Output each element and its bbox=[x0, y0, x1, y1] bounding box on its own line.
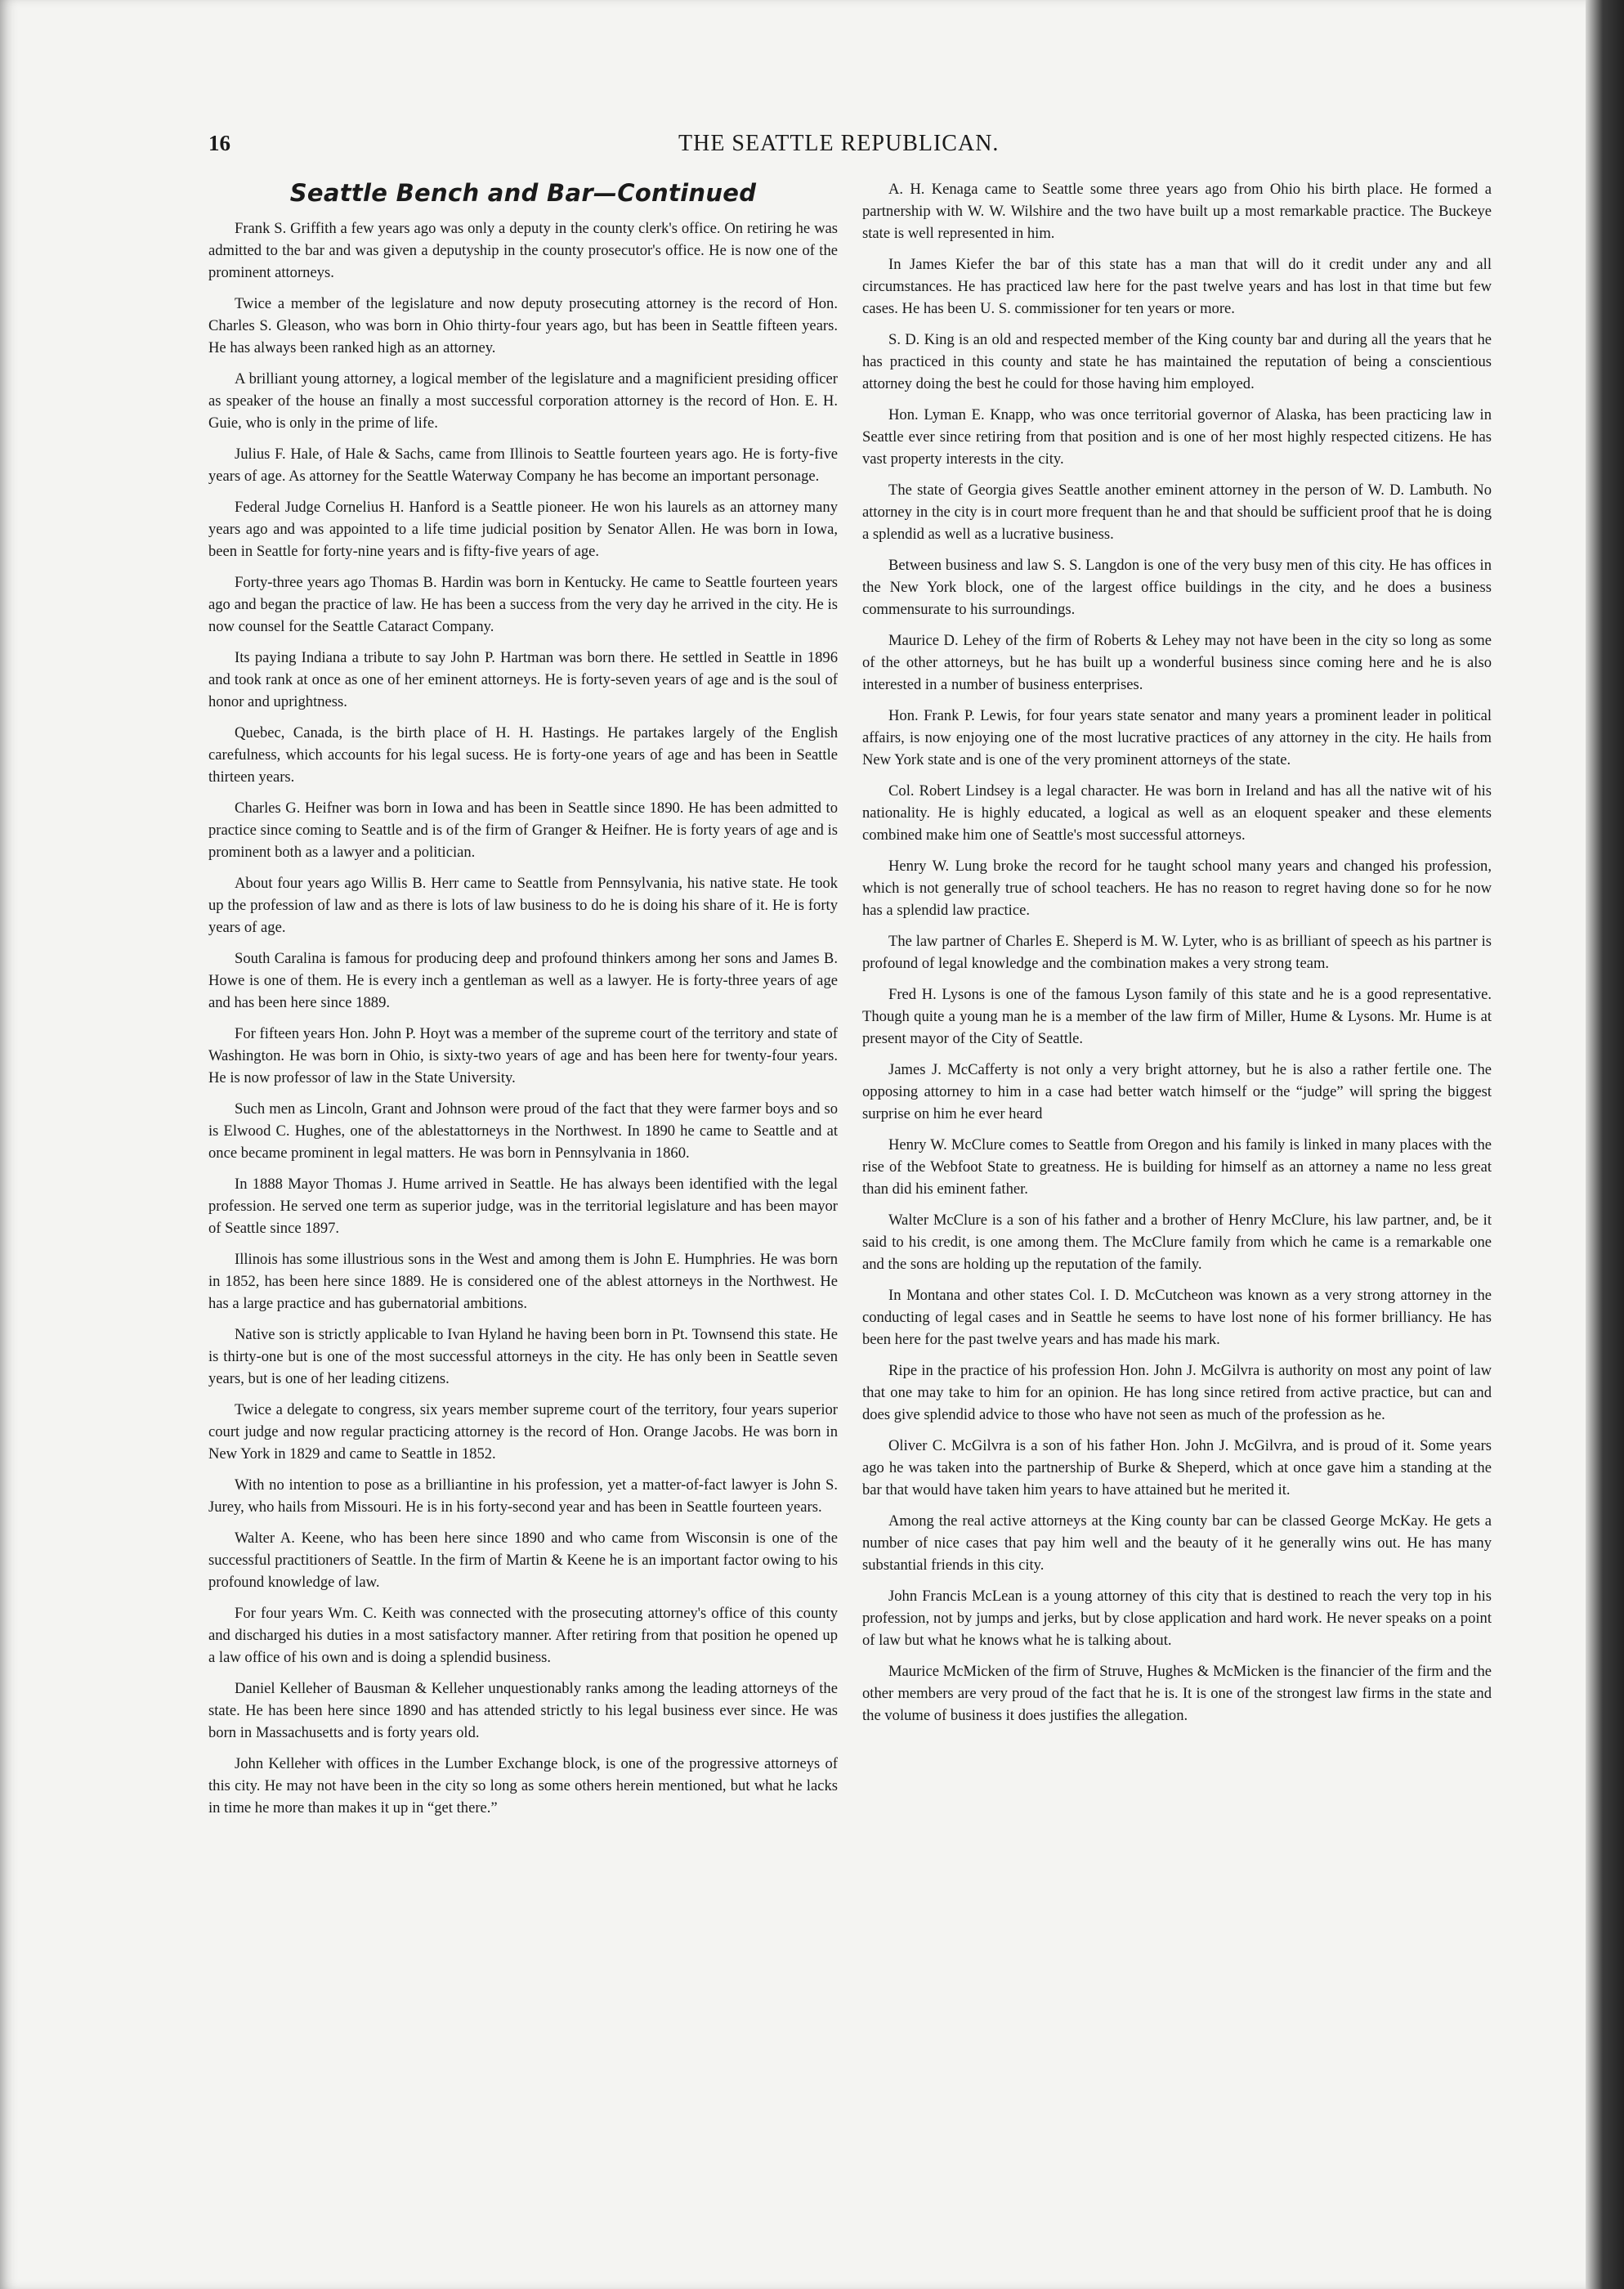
article-paragraph: Frank S. Griffith a few years ago was only a deputy in the county clerk's office. On retiring he was admitted to the bar and was given a deputyship in the county prosecutor's office. He is now one of the prominent attorneys. bbox=[208, 220, 838, 281]
page-number: 16 bbox=[208, 131, 230, 155]
book-edge bbox=[1586, 0, 1624, 2289]
article-paragraph: Henry W. McClure comes to Seattle from Oregon and his family is linked in many places with the rise of the Webfoot State to greatness. He is building for himself as an attorney a name no less great than did his eminent father. bbox=[862, 1136, 1492, 1198]
article-paragraph: S. D. King is an old and respected member of the King county bar and during all the years that he has practiced in this county and state he has maintained the reputation of being a conscientious attorney doing the best he could for those having him employed. bbox=[862, 331, 1492, 392]
article-paragraph: A. H. Kenaga came to Seattle some three years ago from Ohio his birth place. He formed a partnership with W. W. Wilshire and the two have built up a most remarkable practice. The Buckeye state is well represented in him. bbox=[862, 181, 1492, 242]
article-paragraph: In 1888 Mayor Thomas J. Hume arrived in Seattle. He has always been identified with the legal profession. He served one term as superior judge, was in the territorial legislature and has been mayor of Seattle since 1897. bbox=[208, 1176, 838, 1237]
article-paragraph: Col. Robert Lindsey is a legal character. He was born in Ireland and has all the native wit of his nationality. He is highly educated, a logical as well as an eloquent speaker and these elements combined make him one of Seattle's most successful attorneys. bbox=[862, 782, 1492, 844]
article-paragraph: Federal Judge Cornelius H. Hanford is a Seattle pioneer. He won his laurels as an attorney many years ago and was appointed to a life time judicial position by Senator Allen. He was born in Iowa, been in Seattle for forty-nine years and is fifty-five years of age. bbox=[208, 499, 838, 560]
article-paragraph: Twice a member of the legislature and now deputy prosecuting attorney is the record of Hon. Charles S. Gleason, who was born in Ohio thirty-four years ago, but has been in Seattle fifteen years. He has always been ranked high as an attorney. bbox=[208, 295, 838, 356]
right-column bbox=[862, 178, 1492, 1736]
article-paragraph: Daniel Kelleher of Bausman & Kelleher unquestionably ranks among the leading attorneys of the state. He has been here since 1890 and has attended strictly to his legal business ever since. He was born in Massachusetts and is forty years old. bbox=[208, 1680, 838, 1741]
article-paragraph: For fifteen years Hon. John P. Hoyt was a member of the supreme court of the territory and state of Washington. He was born in Ohio, is sixty-two years of age and has been here for twenty-four years. He is now professor of law in the State University. bbox=[208, 1025, 838, 1086]
article-paragraph: Hon. Frank P. Lewis, for four years state senator and many years a prominent leader in political affairs, is now enjoying one of the most lucrative practices of any attorney in the city. He hails from New York state and is one of the very prominent attorneys of the state. bbox=[862, 707, 1492, 768]
article-paragraph: Julius F. Hale, of Hale & Sachs, came from Illinois to Seattle fourteen years ago. He is forty-five years of age. As attorney for the Seattle Waterway Company he has become an important personage. bbox=[208, 446, 838, 485]
article-paragraph: For four years Wm. C. Keith was connected with the prosecuting attorney's office of this county and discharged his duties in a most satisfactory manner. After retiring from that position he opened up a law office of his own and is doing a splendid business. bbox=[208, 1605, 838, 1666]
article-paragraph: Fred H. Lysons is one of the famous Lyson family of this state and he is a good representative. Though quite a young man he is a member of the law firm of Miller, Hume & Lysons. Mr. Hume is at present mayor of the City of Seattle. bbox=[862, 986, 1492, 1047]
article-paragraph: The law partner of Charles E. Sheperd is M. W. Lyter, who is as brilliant of speech as his partner is profound of legal knowledge and the combination makes a very strong team. bbox=[862, 933, 1492, 972]
left-column bbox=[208, 178, 838, 1828]
article-paragraph: A brilliant young attorney, a logical member of the legislature and a magnificient presiding officer as speaker of the house an finally a most successful corporation attorney is the record of Hon. E. H. Guie, who is only in the prime of life. bbox=[208, 370, 838, 432]
article-paragraph: Maurice McMicken of the firm of Struve, Hughes & McMicken is the financier of the firm and the other members are very proud of the fact that he is. It is one of the strongest law firms in the state and the volume of business it does justifies the allegation. bbox=[862, 1663, 1492, 1724]
article-paragraph: The state of Georgia gives Seattle another eminent attorney in the person of W. D. Lambuth. No attorney in the city is in court more frequent than he and that should be sufficient proof that he is doing a splendid as well as a lucrative business. bbox=[862, 482, 1492, 543]
article-paragraph: Charles G. Heifner was born in Iowa and has been in Seattle since 1890. He has been admitted to practice since coming to Seattle and is of the firm of Granger & Heifner. He is forty years of age and is prominent both as a lawyer and a politician. bbox=[208, 800, 838, 861]
article-paragraph: Such men as Lincoln, Grant and Johnson were proud of the fact that they were farmer boys and so is Elwood C. Hughes, one of the ablestattorneys in the Northwest. In 1890 he came to Seattle and at once became prominent in legal matters. He was born in Pennsylvania in 1860. bbox=[208, 1100, 838, 1162]
article-paragraph: In James Kiefer the bar of this state has a man that will do it credit under any and all circumstances. He has practiced law here for the past twelve years and has lost in that time but few cases. He has been U. S. commissioner for ten years or more. bbox=[862, 256, 1492, 317]
article-paragraph: James J. McCafferty is not only a very bright attorney, but he is also a rather fertile one. The opposing attorney to him in a case had better watch himself or the “judge” will spring the biggest surprise on him he ever heard bbox=[862, 1061, 1492, 1122]
article-paragraph: Ripe in the practice of his profession Hon. John J. McGilvra is authority on most any point of law that one may take to him for an opinion. He has long since retired from active practice, but can and does give splendid advice to those who have not seen as much of the profession as he. bbox=[862, 1362, 1492, 1423]
article-paragraph: With no intention to pose as a brilliantine in his profession, yet a matter-of-fact lawyer is John S. Jurey, who hails from Missouri. He is in his forty-second year and has been in Seattle fourteen years. bbox=[208, 1476, 838, 1516]
article-paragraph: Henry W. Lung broke the record for he taught school many years and changed his profession, which is not generally true of school teachers. He has no reason to regret having done so for he now has a splendid law practice. bbox=[862, 858, 1492, 919]
article-title: Seattle Bench and Bar—Continued bbox=[289, 179, 757, 207]
article-paragraph: Its paying Indiana a tribute to say John P. Hartman was born there. He settled in Seattle in 1896 and took rank at once as one of her eminent attorneys. He is forty-seven years of age and is the soul of honor and uprightness. bbox=[208, 649, 838, 710]
article-paragraph: John Kelleher with offices in the Lumber Exchange block, is one of the progressive attorneys of this city. He may not have been in the city so long as some others herein mentioned, but what he lacks in time he more than makes it up in “get there.” bbox=[208, 1755, 838, 1816]
article-paragraph: Twice a delegate to congress, six years member supreme court of the territory, four years superior court judge and now regular practicing attorney is the record of Hon. Orange Jacobs. He was born in New York in 1829 and came to Seattle in 1852. bbox=[208, 1401, 838, 1463]
page-header bbox=[208, 131, 1483, 164]
article-paragraph: Walter A. Keene, who has been here since 1890 and who came from Wisconsin is one of the successful practitioners of Seattle. In the firm of Martin & Keene he is an important factor owing to his profound knowledge of law. bbox=[208, 1530, 838, 1591]
article-paragraph: Walter McClure is a son of his father and a brother of Henry McClure, his law partner, and, be it said to his credit, is one among them. The McClure family from which he came is a remarkable one and the sons are holding up the reputation of the family. bbox=[862, 1212, 1492, 1273]
article-paragraph: Between business and law S. S. Langdon is one of the very busy men of this city. He has offices in the New York block, one of the largest office buildings in the city, and he does a business commensurate to his surroundings. bbox=[862, 557, 1492, 618]
article-paragraph: Hon. Lyman E. Knapp, who was once territorial governor of Alaska, has been practicing law in Seattle ever since retiring from that position and is one of her most highly respected citizens. He has vast property interests in the city. bbox=[862, 406, 1492, 468]
article-paragraph: Quebec, Canada, is the birth place of H. H. Hastings. He partakes largely of the English carefulness, which accounts for his legal sucess. He is forty-one years of age and has been in Seattle thirteen years. bbox=[208, 724, 838, 786]
article-paragraph: In Montana and other states Col. I. D. McCutcheon was known as a very strong attorney in the conducting of legal cases and in Seattle he seems to have lost none of his former brilliancy. He has been here for the past twelve years and has made his mark. bbox=[862, 1287, 1492, 1348]
running-head: THE SEATTLE REPUBLICAN. bbox=[678, 131, 1000, 156]
article-paragraph: Among the real active attorneys at the King county bar can be classed George McKay. He gets a number of nice cases that pay him well and the beauty of it he generally wins out. He has many substantial friends in this city. bbox=[862, 1512, 1492, 1574]
article-paragraph: About four years ago Willis B. Herr came to Seattle from Pennsylvania, his native state. He took up the profession of law and as there is lots of law business to do he is doing his share of it. He is forty years of age. bbox=[208, 875, 838, 936]
article-paragraph: Maurice D. Lehey of the firm of Roberts & Lehey may not have been in the city so long as some of the other attorneys, but he has built up a wonderful business since coming here and he is also interested in a number of business enterprises. bbox=[862, 632, 1492, 693]
article-paragraph: Illinois has some illustrious sons in the West and among them is John E. Humphries. He was born in 1852, has been here since 1889. He is considered one of the ablest attorneys in the Northwest. He has a large practice and has gubernatorial ambitions. bbox=[208, 1251, 838, 1312]
article-paragraph: Oliver C. McGilvra is a son of his father Hon. John J. McGilvra, and is proud of it. Some years ago he was taken into the partnership of Burke & Sheperd, which at once gave him a standing at the bar that would have taken him years to have attained but he merited it. bbox=[862, 1437, 1492, 1498]
article-paragraph: John Francis McLean is a young attorney of this city that is destined to reach the very top in his profession, not by jumps and jerks, but by close application and hard work. He never speaks on a point of law but what he knows what he is talking about. bbox=[862, 1588, 1492, 1649]
article-paragraph: Forty-three years ago Thomas B. Hardin was born in Kentucky. He came to Seattle fourteen years ago and began the practice of law. He has been a success from the very day he arrived in the city. He is now counsel for the Seattle Cataract Company. bbox=[208, 574, 838, 635]
article-paragraph: South Caralina is famous for producing deep and profound thinkers among her sons and James B. Howe is one of them. He is every inch a gentleman as well as a lawyer. He is forty-three years of age and has been here since 1889. bbox=[208, 950, 838, 1011]
article-paragraph: Native son is strictly applicable to Ivan Hyland he having been born in Pt. Townsend this state. He is thirty-one but is one of the most successful attorneys in the city. He has only been in Seattle seven years, but is one of her leading citizens. bbox=[208, 1326, 838, 1387]
